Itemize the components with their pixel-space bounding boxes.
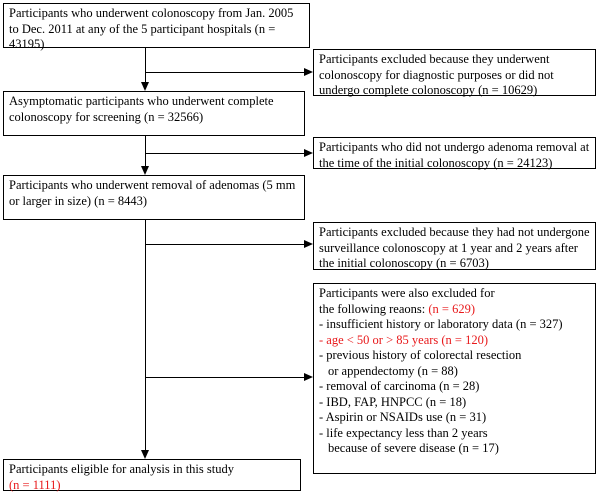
arrowhead-down-2 xyxy=(141,166,149,175)
exclusion-reason: - life expectancy less than 2 years xyxy=(319,425,488,440)
arrowhead-right-3 xyxy=(304,240,313,248)
box-screening xyxy=(3,91,305,136)
connector-horizontal-2 xyxy=(145,153,304,154)
arrowhead-down-3 xyxy=(141,450,149,459)
box-adenoma-removal-text: Participants who underwent removal of adenomas (5 mm or larger in size) (n = 8443) xyxy=(9,178,296,208)
exclusion-reason: - Aspirin or NSAIDs use (n = 31) xyxy=(319,410,487,424)
exclusion-reason-cont: because of severe disease (n = 17) xyxy=(328,441,499,455)
box-all-colonoscopy xyxy=(3,3,310,51)
box-eligible-label: Participants eligible for analysis in this study xyxy=(9,462,234,476)
connector-horizontal-4 xyxy=(145,377,304,378)
exclusion-heading: Participants were also excluded for xyxy=(319,286,495,300)
arrowhead-right-2 xyxy=(304,149,313,157)
exclusion-subheading xyxy=(319,302,590,318)
connector-vertical-1 xyxy=(145,48,146,83)
exclusion-reason: - previous history of colorectal resection xyxy=(319,348,522,362)
arrowhead-right-1 xyxy=(304,68,313,76)
box-screening-text: Asymptomatic participants who underwent complete colonoscopy for screening (n = 32566) xyxy=(9,94,274,124)
box-exclusion-diagnostic xyxy=(313,49,596,96)
box-exclusion-other-reasons xyxy=(313,283,596,474)
exclusion-reason: - removal of carcinoma (n = 28) xyxy=(319,379,480,393)
box-eligible xyxy=(3,459,301,491)
exclusion-reason: - insufficient history or laboratory data (n = 327) xyxy=(319,317,563,331)
connector-horizontal-3 xyxy=(145,244,304,245)
box-exclusion-no-adenoma xyxy=(313,137,596,169)
box-adenoma-removal xyxy=(3,175,305,220)
box-exclusion-no-surveillance xyxy=(313,222,596,270)
box-exclusion-diagnostic-text: Participants excluded because they underwent colonoscopy for diagnostic purposes or did not undergo complete colonoscopy (n = 10629) xyxy=(319,52,554,97)
arrowhead-right-4 xyxy=(304,373,313,381)
box-eligible-count: (n = 1111) xyxy=(9,477,61,492)
arrowhead-down-1 xyxy=(141,82,149,91)
connector-vertical-2 xyxy=(145,136,146,167)
connector-vertical-3 xyxy=(145,220,146,451)
box-exclusion-no-adenoma-text: Participants who did not undergo adenoma removal at the time of the initial colonoscopy (n = 24123) xyxy=(319,140,590,170)
box-exclusion-no-surveillance-text: Participants excluded because they had not undergone surveillance colonoscopy at 1 year and 2 years after the initial colonoscopy (n = 6703) xyxy=(319,225,590,270)
exclusion-reason-cont: or appendectomy (n = 88) xyxy=(328,363,458,378)
exclusion-reason: - IBD, FAP, HNPCC (n = 18) xyxy=(319,394,467,409)
connector-horizontal-1 xyxy=(145,72,304,73)
exclusion-total-count: (n = 629) xyxy=(428,301,475,316)
box-all-colonoscopy-text: Participants who underwent colonoscopy from Jan. 2005 to Dec. 2011 at any of the 5 participant hospitals (n = 43195) xyxy=(9,6,294,51)
exclusion-reason-age: - age < 50 or > 85 years (n = 120) xyxy=(319,332,489,347)
exclusion-subheading-text: the following reaons: xyxy=(319,301,429,316)
